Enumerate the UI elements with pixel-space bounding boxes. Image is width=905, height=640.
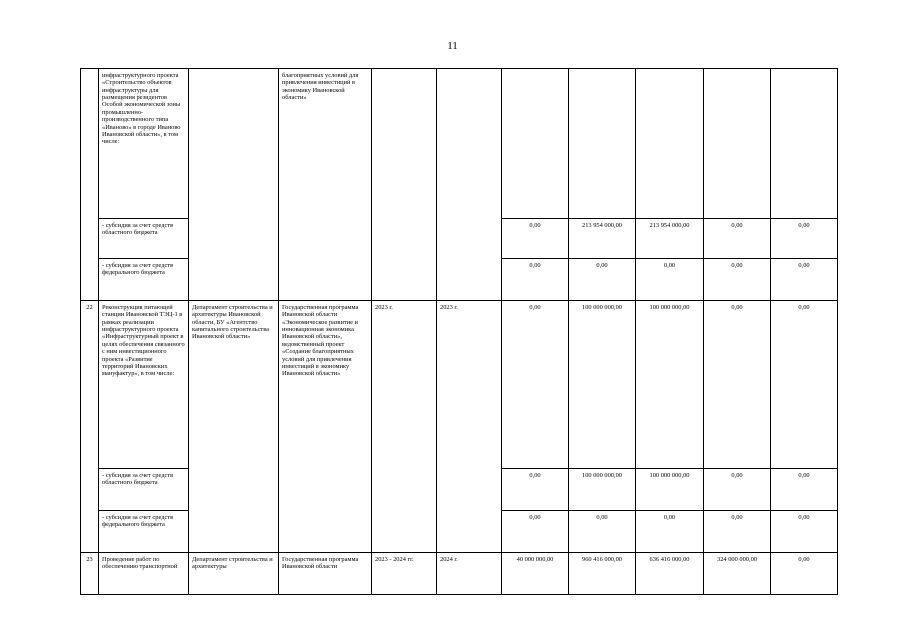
value-cell: [502, 69, 569, 219]
value-cell: 0,00: [771, 259, 838, 301]
executor: [189, 69, 279, 301]
value-cell: 0,00: [771, 301, 838, 469]
value-cell: 0,00: [502, 259, 569, 301]
start-year: [372, 69, 437, 301]
page-number: 11: [447, 40, 458, 52]
value-cell: [704, 69, 771, 219]
row-number: 23: [81, 553, 99, 595]
value-cell: 0,00: [771, 511, 838, 553]
value-cell: 324 000 000,00: [704, 553, 771, 595]
value-cell: 0,00: [704, 301, 771, 469]
investment-table: [80, 68, 838, 595]
value-cell: 213 954 000,00: [569, 219, 636, 259]
executor: Департамент строительства и архитектуры: [189, 553, 279, 595]
end-year: [437, 69, 502, 301]
value-cell: 0,00: [502, 511, 569, 553]
subsidy-label: - субсидия за счет средств областного бюджета: [99, 469, 189, 511]
program: Государственная программа Ивановской области: [279, 553, 372, 595]
value-cell: 100 000 000,00: [636, 301, 704, 469]
start-year: 2023 г.: [372, 301, 437, 553]
value-cell: 636 416 000,00: [636, 553, 704, 595]
end-year: 2024 г.: [437, 553, 502, 595]
executor: Департамент строительства и архитектуры Ивановской области, БУ «Агентство капитального строительства Ивановской области»: [189, 301, 279, 553]
end-year: 2023 г.: [437, 301, 502, 553]
table-row: [81, 69, 838, 219]
value-cell: 213 954 000,00: [636, 219, 704, 259]
program: Государственная программа Ивановской области «Экономическое развитие и инновационная экономика Ивановской области», ведомственный проект «Создание благоприятных условий для привлечения инвестиций в экономику Ивановской области»: [279, 301, 372, 553]
value-cell: 0,00: [636, 511, 704, 553]
subsidy-label: - субсидия за счет средств федерального бюджета: [99, 511, 189, 553]
program: благоприятных условий для привлечения инвестиций в экономику Ивановской области»: [279, 69, 372, 301]
value-cell: [771, 69, 838, 219]
value-cell: 0,00: [704, 259, 771, 301]
row-number: [81, 69, 99, 301]
value-cell: 40 000 000,00: [502, 553, 569, 595]
value-cell: 0,00: [502, 219, 569, 259]
table-row: [81, 553, 838, 595]
value-cell: 0,00: [569, 259, 636, 301]
value-cell: 0,00: [502, 301, 569, 469]
project-name: Реконструкция питающей станции Ивановской ТЭЦ-1 в рамках реализации инфраструктурного проекта «Инфраструктурный проект в целях обеспечения связанного с ним инвестиционного проекта «Развитие территорий Ивановских мануфактур», в том числе:: [99, 301, 189, 469]
value-cell: 100 000 000,00: [636, 469, 704, 511]
value-cell: 0,00: [569, 511, 636, 553]
value-cell: 0,00: [771, 219, 838, 259]
value-cell: [569, 69, 636, 219]
project-name: инфраструктурного проекта «Строительство объектов инфраструктуры для размещения резидентов Особой экономической зоны промышленно-производственного типа «Иваново» в городе Иваново Ивановской области», в том числе:: [99, 69, 189, 219]
value-cell: [636, 69, 704, 219]
row-number: 22: [81, 301, 99, 553]
table-row: [81, 301, 838, 469]
start-year: 2023 - 2024 гг.: [372, 553, 437, 595]
value-cell: 0,00: [771, 469, 838, 511]
value-cell: 0,00: [502, 469, 569, 511]
value-cell: 100 000 000,00: [569, 469, 636, 511]
value-cell: 0,00: [704, 219, 771, 259]
value-cell: 0,00: [771, 553, 838, 595]
project-name: Проведение работ по обеспечению транспортной: [99, 553, 189, 595]
value-cell: 0,00: [636, 259, 704, 301]
value-cell: 0,00: [704, 469, 771, 511]
value-cell: 100 000 000,00: [569, 301, 636, 469]
subsidy-label: - субсидия за счет средств областного бюджета: [99, 219, 189, 259]
value-cell: 0,00: [704, 511, 771, 553]
subsidy-label: - субсидия за счет средств федерального бюджета: [99, 259, 189, 301]
value-cell: 960 416 000,00: [569, 553, 636, 595]
